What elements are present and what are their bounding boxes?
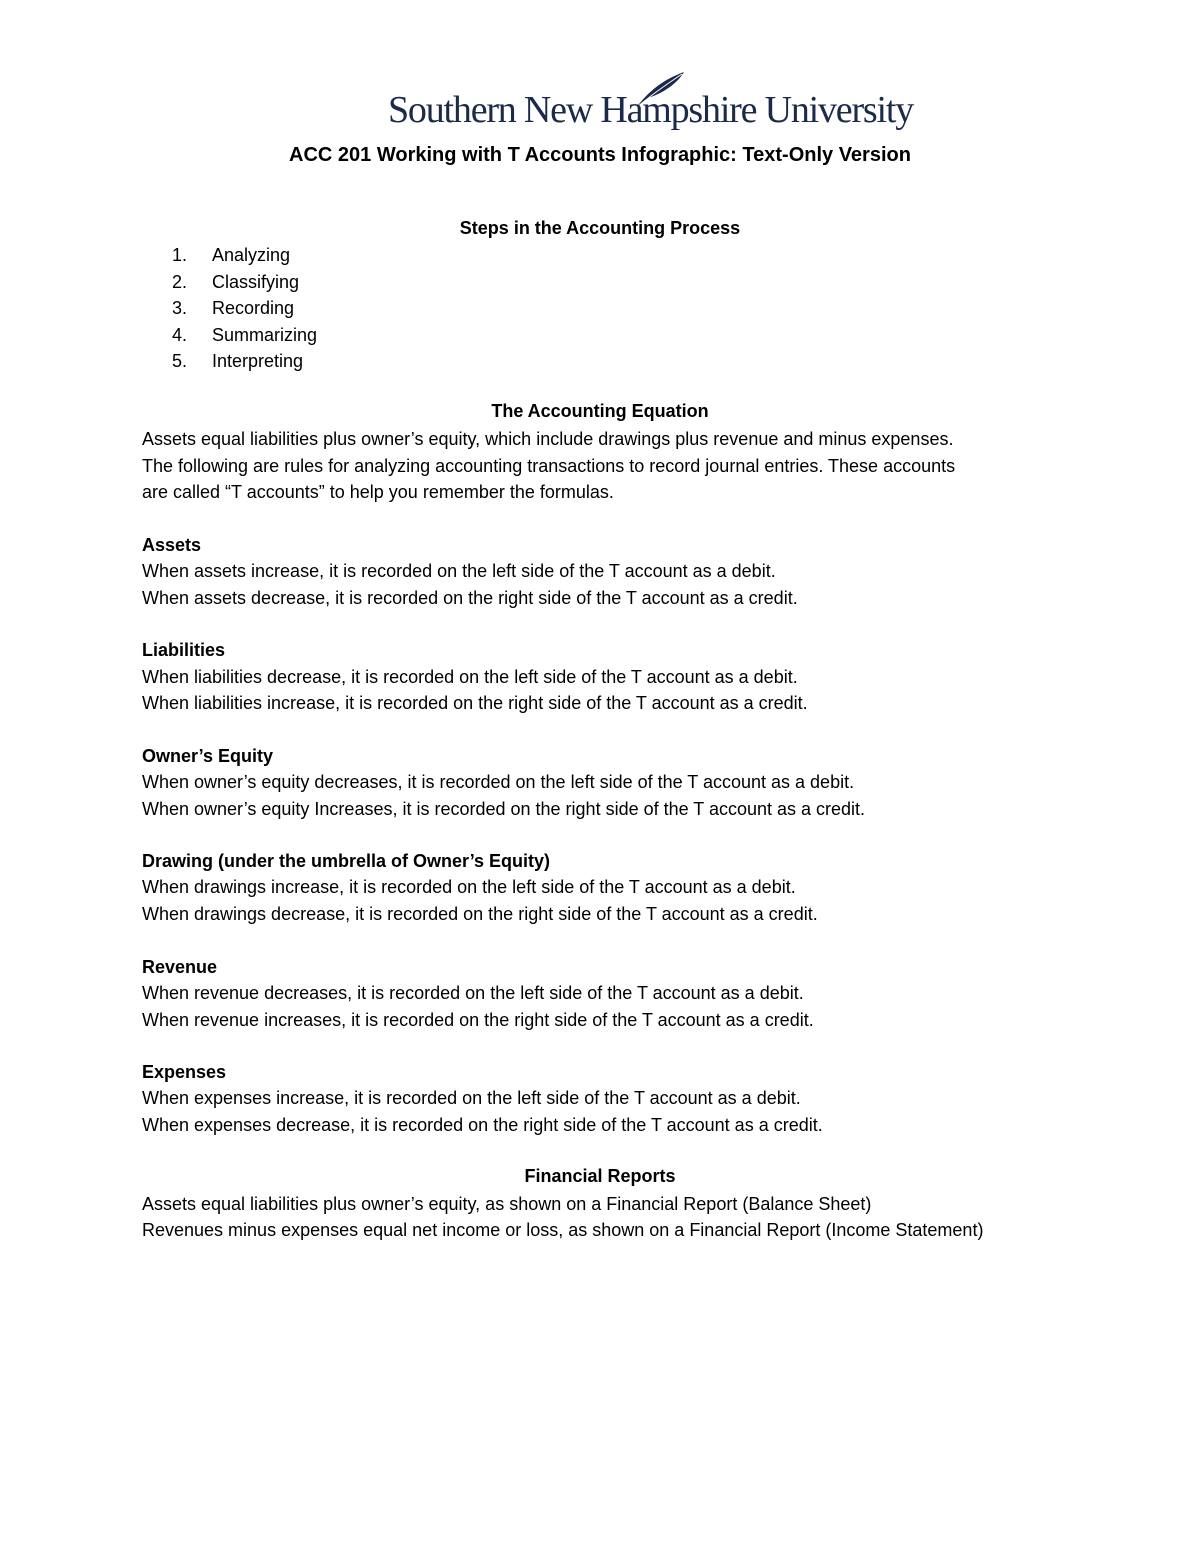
equation-heading: The Accounting Equation xyxy=(491,401,709,421)
equation-line: are called “T accounts” to help you remember the formulas. xyxy=(142,482,614,502)
owners-equity-rule-debit: When owner’s equity decreases, it is recorded on the left side of the T account as a debit. xyxy=(142,772,855,792)
expenses-rule-credit: When expenses decrease, it is recorded on the right side of the T account as a credit. xyxy=(142,1115,823,1135)
equation-line: The following are rules for analyzing accounting transactions to record journal entries. These accounts xyxy=(142,456,956,476)
assets-rule-credit: When assets decrease, it is recorded on the right side of the T account as a credit. xyxy=(142,588,798,608)
document-title: ACC 201 Working with T Accounts Infographic: Text-Only Version xyxy=(289,144,911,166)
revenue-rule-credit: When revenue increases, it is recorded on the right side of the T account as a credit. xyxy=(142,1010,814,1030)
university-logo xyxy=(388,70,914,132)
liabilities-rule-debit: When liabilities decrease, it is recorded on the left side of the T account as a debit. xyxy=(142,667,798,687)
drawing-rule-debit: When drawings increase, it is recorded on the left side of the T account as a debit. xyxy=(142,877,796,897)
logo-wordmark: Southern New Hampshire University xyxy=(388,89,914,131)
owners-equity-heading: Owner’s Equity xyxy=(142,746,274,766)
owners-equity-rule-credit: When owner’s equity Increases, it is recorded on the right side of the T account as a credit. xyxy=(142,799,866,819)
liabilities-rule-credit: When liabilities increase, it is recorded on the right side of the T account as a credit. xyxy=(142,693,808,713)
revenue-heading: Revenue xyxy=(142,957,218,977)
equation-line: Assets equal liabilities plus owner’s equity, which include drawings plus revenue and minus expenses. xyxy=(142,429,954,449)
list-item: 2. Classifying xyxy=(172,271,300,292)
list-item: 3. Recording xyxy=(172,298,295,318)
list-item: 5. Interpreting xyxy=(172,351,304,371)
liabilities-heading: Liabilities xyxy=(142,640,226,660)
assets-rule-debit: When assets increase, it is recorded on the left side of the T account as a debit. xyxy=(142,561,776,581)
list-item: 4. Summarizing xyxy=(172,324,318,345)
drawing-rule-credit: When drawings decrease, it is recorded on the right side of the T account as a credit. xyxy=(142,904,818,924)
expenses-heading: Expenses xyxy=(142,1062,227,1082)
reports-line: Revenues minus expenses equal net income or loss, as shown on a Financial Report (Income Statement) xyxy=(142,1220,984,1240)
steps-heading: Steps in the Accounting Process xyxy=(459,218,741,238)
list-item: 1. Analyzing xyxy=(172,245,291,265)
drawing-heading: Drawing (under the umbrella of Owner’s Equity) xyxy=(142,851,551,871)
assets-heading: Assets xyxy=(142,535,202,555)
revenue-rule-debit: When revenue decreases, it is recorded on the left side of the T account as a debit. xyxy=(142,983,804,1003)
steps-list xyxy=(172,242,317,375)
expenses-rule-debit: When expenses increase, it is recorded on the left side of the T account as a debit. xyxy=(142,1088,801,1108)
reports-line: Assets equal liabilities plus owner’s equity, as shown on a Financial Report (Balance Sheet) xyxy=(142,1194,872,1214)
reports-heading: Financial Reports xyxy=(524,1166,676,1186)
